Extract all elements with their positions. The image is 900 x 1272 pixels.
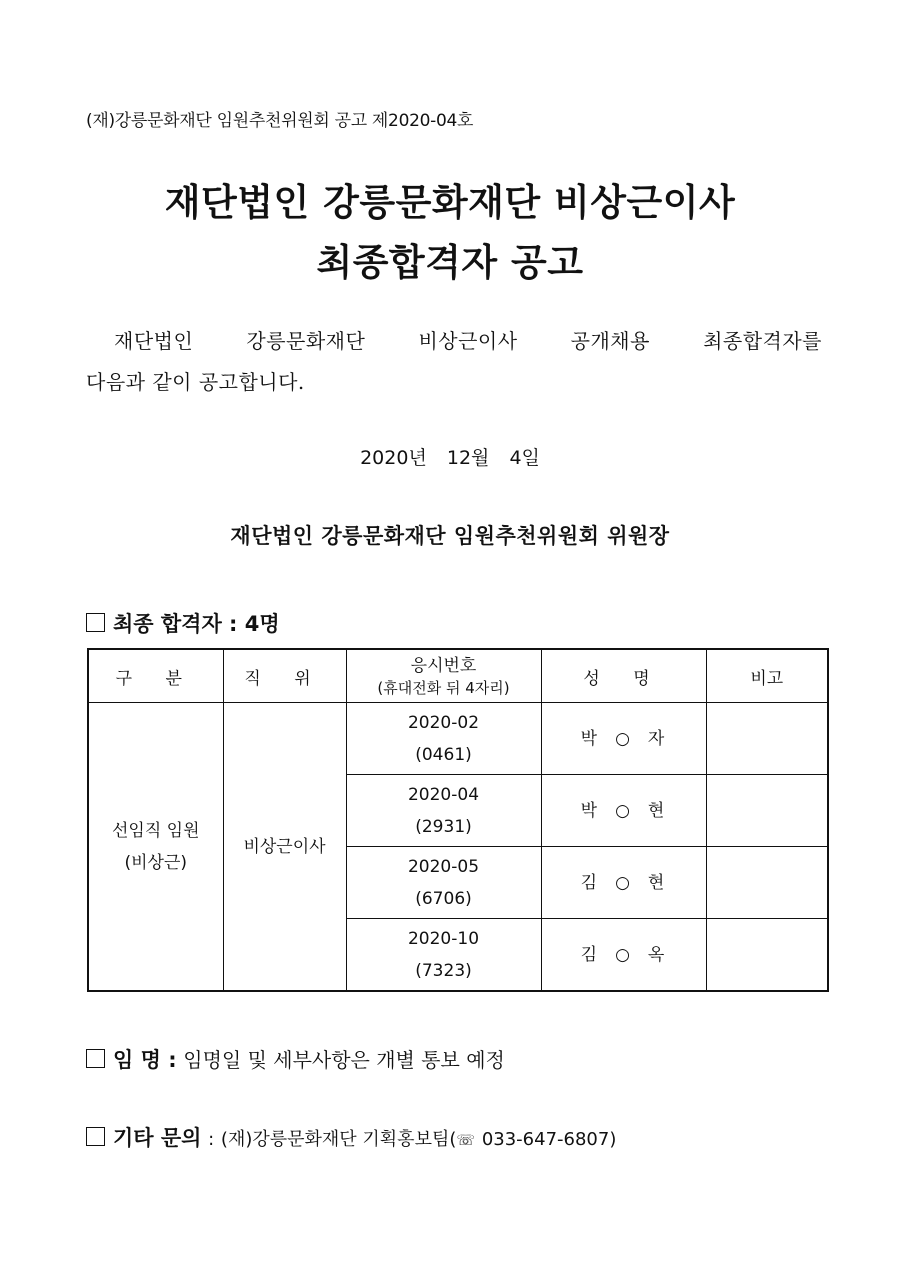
date-year: 2020년 xyxy=(360,447,427,469)
category-cell xyxy=(88,703,223,992)
position-cell: 비상근이사 xyxy=(223,703,346,992)
name-first: 김 xyxy=(580,944,600,965)
phone-digits: (2931) xyxy=(415,816,472,837)
date-month: 12월 xyxy=(446,447,490,469)
table-row xyxy=(88,703,828,775)
section-appointment xyxy=(86,1044,505,1074)
checkbox-square-icon xyxy=(86,1049,105,1068)
header-number-sub: (휴대전화 뒤 4자리) xyxy=(377,679,510,697)
name-last: 현 xyxy=(647,872,667,893)
exam-number: 2020-05 xyxy=(407,856,480,877)
section-inquiry-separator: : xyxy=(208,1129,215,1150)
number-cell xyxy=(346,847,541,919)
section-inquiry-label: 기타 문의 xyxy=(113,1126,202,1150)
name-last: 자 xyxy=(647,728,667,749)
header-number-main: 응시번호 xyxy=(410,656,477,676)
checkbox-square-icon xyxy=(86,1127,105,1146)
checkbox-square-icon xyxy=(86,613,105,632)
announcement-text-line-2: 다음과 같이 공고합니다. xyxy=(86,370,305,394)
number-cell xyxy=(346,919,541,992)
note-cell xyxy=(706,847,828,919)
inquiry-phone-number: 033-647-6807) xyxy=(481,1129,617,1150)
phone-digits: (6706) xyxy=(415,888,472,909)
name-mask: ○ xyxy=(615,872,632,893)
name-mask: ○ xyxy=(615,944,632,965)
note-cell xyxy=(706,919,828,992)
results-table xyxy=(87,648,829,992)
header-position: 직 위 xyxy=(223,649,346,703)
name-first: 김 xyxy=(580,872,600,893)
name-first: 박 xyxy=(580,728,600,749)
name-cell xyxy=(541,775,706,847)
category-line-1: 선임직 임원 xyxy=(111,820,200,841)
exam-number: 2020-10 xyxy=(407,928,480,949)
header-note: 비고 xyxy=(706,649,828,703)
phone-digits: (7323) xyxy=(415,960,472,981)
exam-number: 2020-04 xyxy=(407,784,480,805)
phone-digits: (0461) xyxy=(415,744,472,765)
note-cell xyxy=(706,775,828,847)
section-final-passers xyxy=(86,608,280,638)
note-cell xyxy=(706,703,828,775)
exam-number: 2020-02 xyxy=(407,712,480,733)
name-cell xyxy=(541,703,706,775)
name-cell xyxy=(541,919,706,992)
notice-number: (재)강릉문화재단 임원추천위원회 공고 제2020-04호 xyxy=(86,111,474,131)
section-appointment-text: 임명일 및 세부사항은 개별 통보 예정 xyxy=(183,1048,505,1072)
name-first: 박 xyxy=(580,800,600,821)
number-cell xyxy=(346,775,541,847)
announcement-date xyxy=(0,443,900,470)
section-appointment-label: 임 명 : xyxy=(113,1048,177,1072)
table-header-row xyxy=(88,649,828,703)
header-number xyxy=(346,649,541,703)
name-mask: ○ xyxy=(615,800,632,821)
name-mask: ○ xyxy=(615,728,632,749)
header-name: 성 명 xyxy=(541,649,706,703)
announcement-text-line-1: 재단법인 강릉문화재단 비상근이사 공개채용 최종합격자를 xyxy=(114,329,822,353)
section-inquiry xyxy=(86,1122,616,1152)
number-cell xyxy=(346,703,541,775)
section-final-label: 최종 합격자 : 4명 xyxy=(113,612,280,636)
section-inquiry-text: (재)강릉문화재단 기획홍보팀( xyxy=(220,1129,457,1150)
telephone-icon: ☏ xyxy=(456,1131,476,1149)
title-line-1: 재단법인 강릉문화재단 비상근이사 xyxy=(164,181,736,224)
signer: 재단법인 강릉문화재단 임원추천위원회 위원장 xyxy=(230,524,670,548)
category-line-2: (비상근) xyxy=(124,852,188,873)
name-cell xyxy=(541,847,706,919)
name-last: 현 xyxy=(647,800,667,821)
title-line-2: 최종합격자 공고 xyxy=(316,241,584,284)
name-last: 옥 xyxy=(647,944,667,965)
date-day: 4일 xyxy=(509,447,540,469)
header-category: 구 분 xyxy=(88,649,223,703)
